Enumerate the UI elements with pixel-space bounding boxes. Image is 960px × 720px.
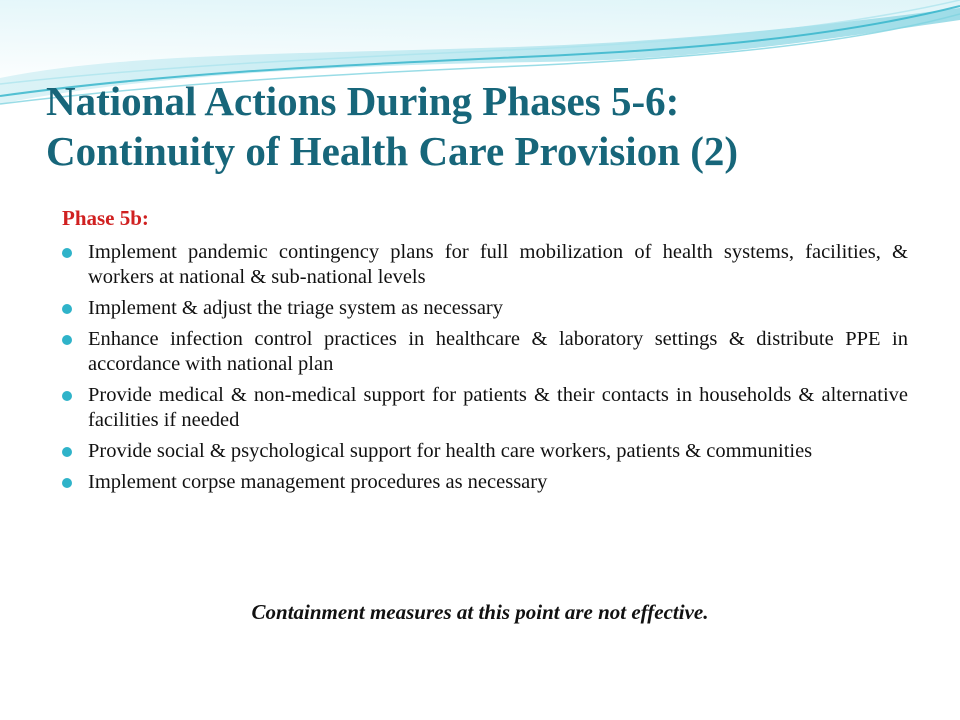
bullet-item: [62, 240, 908, 290]
bullet-dot-icon: [62, 335, 72, 345]
bullet-text: Implement corpse management procedures as necessary: [88, 471, 548, 493]
bullet-item: [62, 383, 908, 433]
bullet-text: Implement & adjust the triage system as necessary: [88, 297, 504, 319]
slide-content: [62, 206, 908, 501]
slide-title-line-1: National Actions During Phases 5-6:: [46, 78, 680, 124]
slide-title-line-2: Continuity of Health Care Provision (2): [46, 128, 739, 174]
bullet-dot-icon: [62, 304, 72, 314]
phase-label: Phase 5b:: [62, 206, 149, 230]
bullet-dot-icon: [62, 248, 72, 258]
footer-note: Containment measures at this point are not effective.: [251, 600, 709, 624]
bullet-dot-icon: [62, 447, 72, 457]
slide-title: [46, 76, 926, 176]
bullet-text: Enhance infection control practices in healthcare & laboratory settings & distribute PPE in accordance with national plan: [88, 328, 908, 375]
bullet-item: [62, 327, 908, 377]
bullet-text: Implement pandemic contingency plans for full mobilization of health systems, facilities, & workers at national & sub-national levels: [88, 241, 908, 288]
bullet-text: Provide social & psychological support for health care workers, patients & communities: [88, 440, 813, 462]
bullet-item: [62, 439, 908, 464]
bullet-item: [62, 470, 908, 495]
bullet-dot-icon: [62, 478, 72, 488]
bullet-item: [62, 296, 908, 321]
bullet-text: Provide medical & non-medical support for patients & their contacts in households & alternative facilities if needed: [88, 384, 908, 431]
bullet-list: [62, 240, 908, 495]
bullet-dot-icon: [62, 391, 72, 401]
